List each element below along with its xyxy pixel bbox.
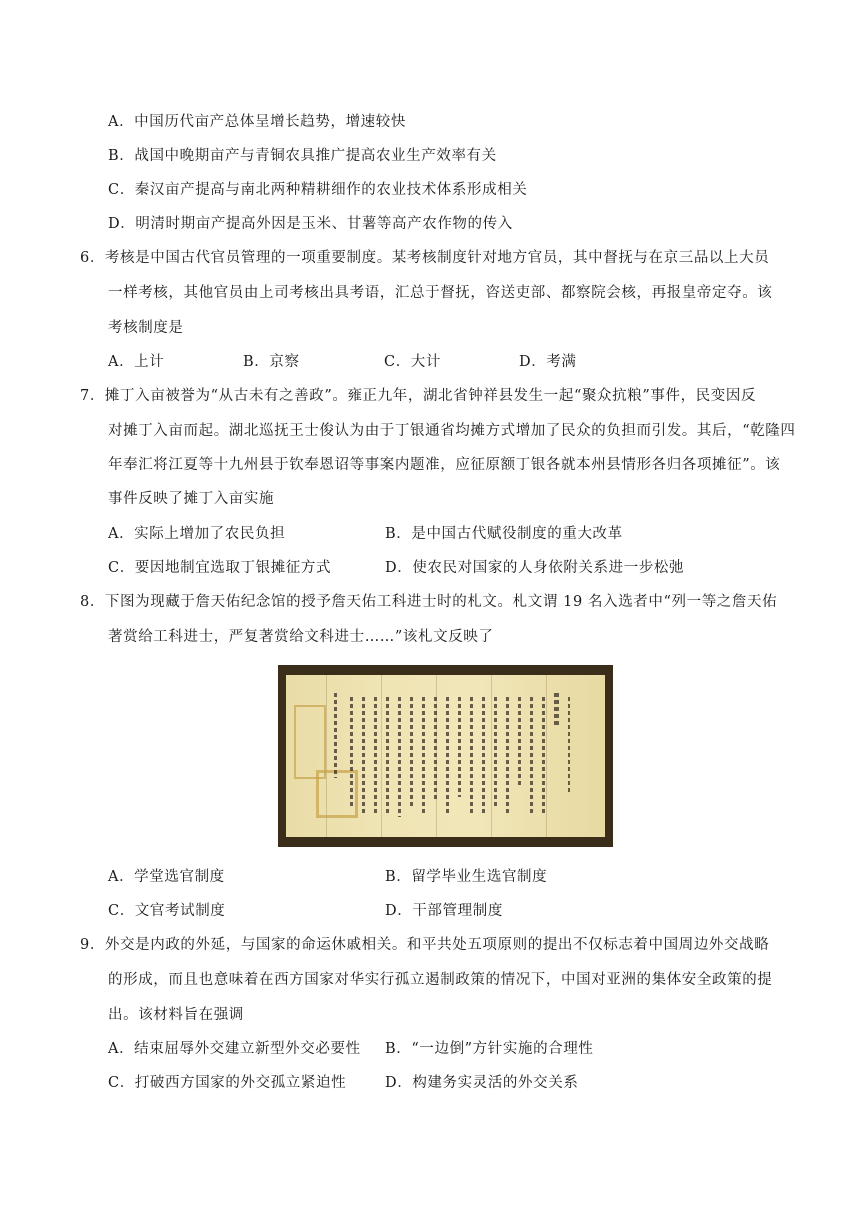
q7-option-d [385, 558, 684, 578]
q6-option-a [108, 352, 164, 372]
q5-option-d [108, 214, 513, 234]
option-text: 结束屈辱外交建立新型外交必要性 [134, 1041, 361, 1057]
option-letter: D． [385, 903, 413, 919]
q7-stem-line-4: 事件反映了摊丁入亩实施 [108, 491, 275, 507]
option-text: 要因地制宜选取丁银摊征方式 [134, 560, 332, 576]
q7-stem-line-1: 7．摊丁入亩被誉为“从古未有之善政”。雍正九年，湖北省钟祥县发生一起“聚众抗粮”事件，民变因反 [80, 388, 757, 404]
q6-option-c [384, 352, 441, 372]
q9-stem-line-2: 的形成，而且也意味着在西方国家对华实行孤立遏制政策的情况下，中国对亚洲的集体安全政策的提 [108, 972, 773, 988]
option-letter: D． [385, 560, 413, 576]
option-text: 构建务实灵活的外交关系 [412, 1075, 579, 1091]
option-letter: C． [108, 903, 135, 919]
option-letter: D． [385, 1075, 413, 1091]
option-letter: C． [108, 182, 135, 198]
option-text: “一边倒”方针实施的合理性 [411, 1041, 594, 1057]
option-letter: B． [108, 148, 135, 164]
q6-option-b [243, 352, 300, 372]
option-text: 大计 [410, 354, 441, 370]
option-text: 是中国古代赋役制度的重大改革 [411, 526, 623, 542]
option-text: 上计 [134, 354, 165, 370]
option-text: 打破西方国家的外交孤立紧迫性 [134, 1075, 347, 1091]
q8-option-c [108, 901, 225, 921]
option-letter: A． [108, 354, 135, 370]
option-text: 学堂选官制度 [134, 869, 225, 885]
q7-option-b [385, 524, 623, 544]
document-scroll-photo [278, 665, 613, 847]
q8-option-d [385, 901, 503, 921]
option-letter: A． [108, 869, 135, 885]
option-text: 实际上增加了农民负担 [134, 526, 286, 542]
q8-option-b [385, 867, 547, 887]
option-text: 中国历代亩产总体呈增长趋势，增速较快 [134, 114, 406, 130]
option-text: 使农民对国家的人身依附关系进一步松弛 [412, 560, 685, 576]
option-letter: B． [385, 526, 412, 542]
q9-stem-line-3: 出。该材料旨在强调 [108, 1007, 244, 1023]
q8-stem-line-2: 著赏给工科进士，严复著赏给文科进士……”该札文反映了 [108, 629, 494, 645]
option-letter: A． [108, 1041, 135, 1057]
scroll-paper [286, 675, 605, 837]
q7-option-c [108, 558, 331, 578]
q5-option-a [108, 112, 406, 132]
option-text: 留学毕业生选官制度 [411, 869, 548, 885]
q6-stem-line-3: 考核制度是 [108, 320, 184, 336]
option-text: 京察 [269, 354, 300, 370]
q6-stem-line-1: 6．考核是中国古代官员管理的一项重要制度。某考核制度针对地方官员，其中督抚与在京三品以上大员 [80, 250, 770, 266]
q9-option-d [385, 1073, 578, 1093]
option-letter: C． [108, 560, 135, 576]
q6-option-d [519, 352, 577, 372]
option-text: 考满 [546, 354, 577, 370]
q5-option-b [108, 146, 497, 166]
q7-option-a [108, 524, 285, 544]
option-letter: D． [519, 354, 547, 370]
q8-stem-line-1: 8．下图为现藏于詹天佑纪念馆的授予詹天佑工科进士时的札文。札文谓 19 名入选者中“列一等之詹天佑 [80, 594, 778, 610]
q5-option-c [108, 180, 527, 200]
option-text: 秦汉亩产提高与南北两种精耕细作的农业技术体系形成相关 [134, 182, 528, 198]
option-letter: B． [243, 354, 270, 370]
q8-option-a [108, 867, 225, 887]
option-letter: C． [108, 1075, 135, 1091]
option-text: 明清时期亩产提高外因是玉米、甘薯等高产农作物的传入 [135, 216, 513, 232]
option-letter: B． [385, 869, 412, 885]
option-text: 文官考试制度 [134, 903, 226, 919]
option-letter: D． [108, 216, 136, 232]
q7-stem-line-2: 对摊丁入亩而起。湖北巡抚王士俊认为由于丁银通省均摊方式增加了民众的负担而引发。其后，“乾隆四 [108, 423, 796, 439]
q6-stem-line-2: 一样考核，其他官员由上司考核出具考语，汇总于督抚，咨送吏部、都察院会核，再报皇帝定夺。该 [108, 285, 773, 301]
q9-option-c [108, 1073, 346, 1093]
option-letter: A． [108, 526, 135, 542]
q9-option-b [385, 1039, 593, 1059]
option-letter: A． [108, 114, 135, 130]
option-text: 战国中晚期亩产与青铜农具推广提高农业生产效率有关 [134, 148, 497, 164]
option-letter: C． [384, 354, 411, 370]
seal-stamp [294, 705, 326, 779]
option-letter: B． [385, 1041, 412, 1057]
q9-stem-line-1: 9．外交是内政的外延，与国家的命运休戚相关。和平共处五项原则的提出不仅标志着中国周边外交战略 [80, 937, 770, 953]
q9-option-a [108, 1039, 361, 1059]
q7-stem-line-3: 年奉汇将江夏等十九州县于钦奉恩诏等事案内题准，应征原额丁银各就本州县情形各归各项摊征”。该 [108, 457, 781, 473]
option-text: 干部管理制度 [412, 903, 503, 919]
